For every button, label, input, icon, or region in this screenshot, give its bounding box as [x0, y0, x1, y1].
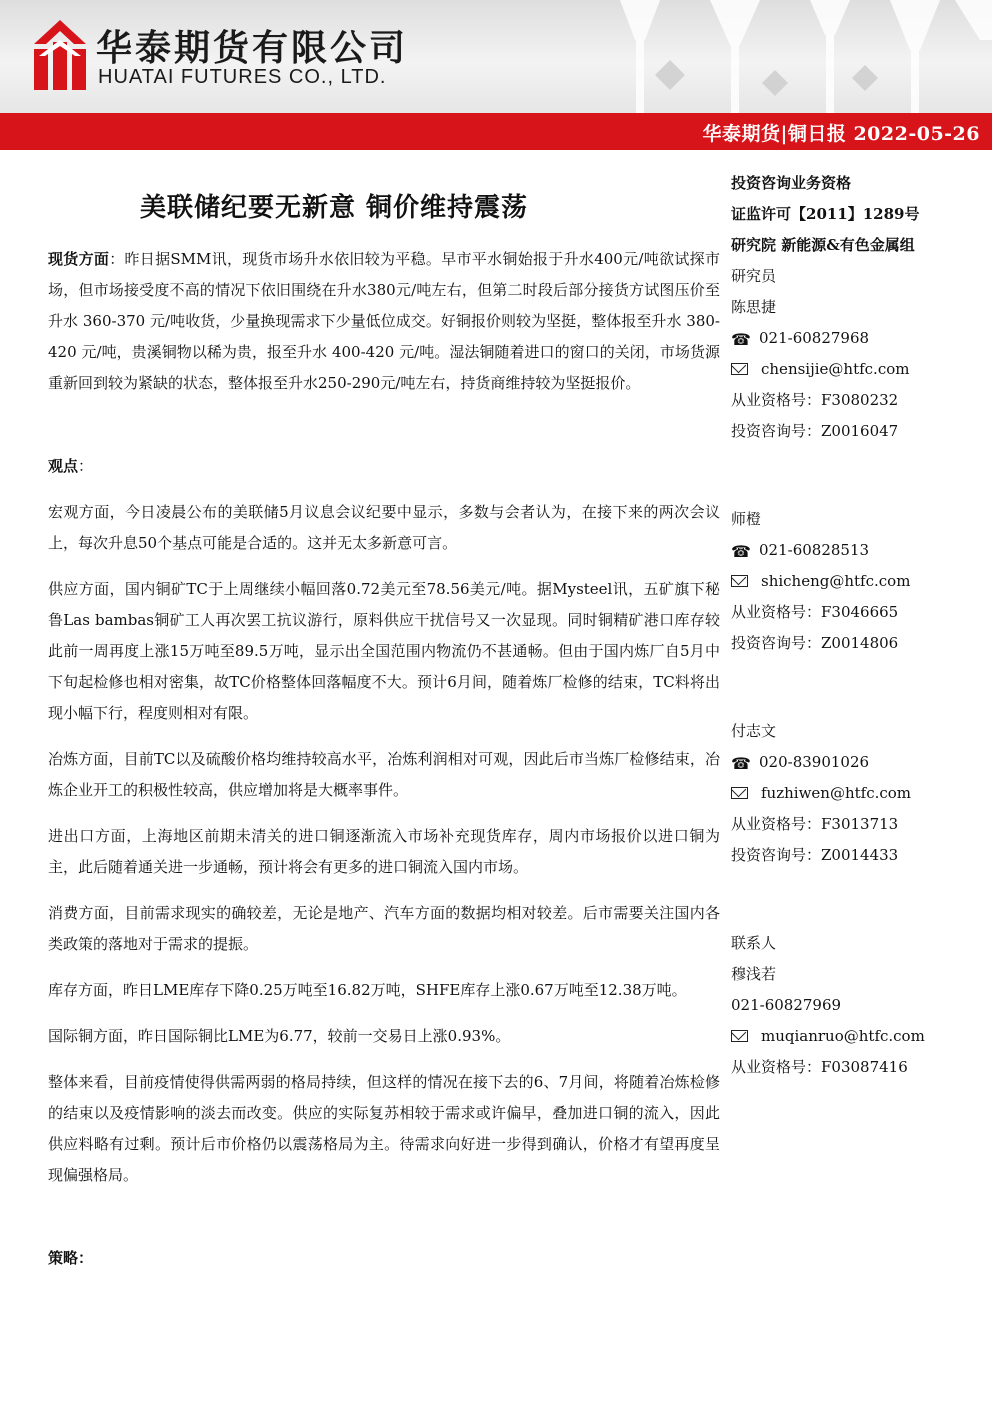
contact-license-no: 从业资格号：F03087416: [731, 1058, 908, 1076]
license-no: 从业资格号：F3046665: [731, 603, 899, 621]
international-copper-paragraph: 国际铜方面，昨日国际铜比LME为6.77，较前一交易日上涨0.93%。: [48, 1027, 511, 1045]
phone-icon: ☎: [731, 753, 751, 773]
report-title: 美联储纪要无新意 铜价维持震荡: [140, 193, 529, 223]
researcher-email: [731, 566, 981, 597]
spot-paragraph: [48, 244, 720, 399]
researcher-title: 研究员: [731, 267, 777, 285]
consult-no: 投资咨询号：Z0016047: [731, 422, 899, 440]
consult-no: 投资咨询号：Z0014806: [731, 634, 899, 652]
researcher-name: 陈思捷: [731, 298, 777, 316]
email-link[interactable]: chensijie@htfc.com: [761, 360, 910, 378]
strategy-label: 策略：: [48, 1249, 94, 1267]
phone-number: 021-60827968: [759, 329, 870, 347]
qualification: 投资咨询业务资格: [731, 174, 852, 192]
macro-paragraph: 宏观方面，今日凌晨公布的美联储5月议息会议纪要中显示，多数与会者认为，在接下来的两次会议上，每次升息50个基点可能是合适的。这并无太多新意可言。: [48, 503, 720, 552]
license-no: 从业资格号：F3080232: [731, 391, 899, 409]
researcher-phone: [731, 747, 981, 778]
license-no: 从业资格号：F3013713: [731, 815, 899, 833]
phone-icon: ☎: [731, 541, 751, 561]
phone-icon: ☎: [731, 329, 751, 349]
report-body: [48, 244, 720, 1289]
researcher-email: [731, 778, 981, 809]
contact-phone: 021-60827969: [731, 996, 842, 1014]
email-link[interactable]: fuzhiwen@htfc.com: [761, 784, 912, 802]
supply-paragraph: 供应方面，国内铜矿TC于上周继续小幅回落0.72美元至78.56美元/吨。据Mysteel讯，五矿旗下秘鲁Las bambas铜矿工人再次罢工抗议游行，原料供应干扰信号又一次显现。同时铜精矿港口库存较此前一周再度上涨15万吨至89.5万吨，显示出全国范围内物流仍不甚通畅。但由于国内炼厂自5月中下旬起检修也相对密集，故TC价格整体回落幅度不大。预计6月间，随着炼厂检修的结束，TC料将出现小幅下行，程度则相对有限。: [48, 580, 720, 722]
company-logo-icon: [34, 20, 86, 90]
smelting-paragraph: 冶炼方面，目前TC以及硫酸价格均维持较高水平，冶炼利润相对可观，因此后市当炼厂检修结束，冶炼企业开工的积极性较高，供应增加将是大概率事件。: [48, 750, 720, 799]
view-colon: ：: [78, 457, 94, 475]
email-link[interactable]: shicheng@htfc.com: [761, 572, 911, 590]
import-export-paragraph: 进出口方面，上海地区前期未清关的进口铜逐渐流入市场补充现货库存，周内市场报价以进口铜为主，此后随着通关进一步通畅，预计将会有更多的进口铜流入国内市场。: [48, 827, 720, 876]
author-sidebar: [731, 168, 981, 1083]
mail-icon: [731, 363, 748, 375]
mail-icon: [731, 787, 748, 799]
email-link[interactable]: muqianruo@htfc.com: [761, 1027, 925, 1045]
mail-icon: [731, 575, 748, 587]
contact-name: 穆浅若: [731, 965, 777, 983]
spot-label: 现货方面: [48, 250, 110, 268]
contact-title: 联系人: [731, 934, 777, 952]
researcher-name: 师橙: [731, 510, 762, 528]
contact-email: [731, 1021, 981, 1052]
summary-paragraph: 整体来看，目前疫情使得供需两弱的格局持续，但这样的情况在接下去的6、7月间，将随着冶炼检修的结束以及疫情影响的淡去而改变。供应的实际复苏相较于需求或许偏早，叠加进口铜的流入，因此供应料略有过剩。预计后市价格仍以震荡格局为主。待需求向好进一步得到确认，价格才有望再度呈现偏强格局。: [48, 1073, 720, 1184]
strategy-heading: [48, 1243, 720, 1274]
phone-number: 020-83901026: [759, 753, 870, 771]
decorative-pattern: [560, 0, 992, 113]
company-name-en: HUATAI FUTURES CO., LTD.: [98, 66, 387, 88]
consumption-paragraph: 消费方面，目前需求现实的确较差，无论是地产、汽车方面的数据均相对较差。后市需要关注国内各类政策的落地对于需求的提振。: [48, 904, 720, 953]
license-number: 证监许可【2011】1289号: [731, 205, 920, 223]
report-banner-text: 华泰期货|铜日报 2022-05-26: [702, 123, 980, 145]
consult-no: 投资咨询号：Z0014433: [731, 846, 899, 864]
report-banner-bar: [0, 113, 992, 150]
researcher-email: [731, 354, 981, 385]
view-label: 观点: [48, 457, 79, 475]
header-banner: [0, 0, 992, 113]
phone-number: 021-60828513: [759, 541, 870, 559]
inventory-paragraph: 库存方面，昨日LME库存下降0.25万吨至16.82万吨，SHFE库存上涨0.67万吨至12.38万吨。: [48, 981, 687, 999]
department: 研究院 新能源&有色金属组: [731, 236, 915, 254]
researcher-name: 付志文: [731, 722, 777, 740]
view-heading: [48, 451, 720, 482]
researcher-phone: [731, 323, 981, 354]
mail-icon: [731, 1030, 748, 1042]
company-name-cn: 华泰期货有限公司: [96, 28, 409, 69]
researcher-phone: [731, 535, 981, 566]
spot-text: ：昨日据SMM讯，现货市场升水依旧较为平稳。早市平水铜始报于升水400元/吨欲试探市场，但市场接受度不高的情况下依旧围绕在升水380元/吨左右，但第二时段后部分接货方试图压价至升水 360-370 元/吨收货，少量换现需求下少量低位成交。好铜报价则较为坚挺，整体报至升水 380-420 元/吨，贵溪铜物以稀为贵，报至升水 400-420 元/吨。湿法铜随着进口的窗口的关闭，市场货源重新回到较为紧缺的状态，整体报至升水250-290元/吨左右，持货商维持较为坚挺报价。: [48, 250, 720, 392]
